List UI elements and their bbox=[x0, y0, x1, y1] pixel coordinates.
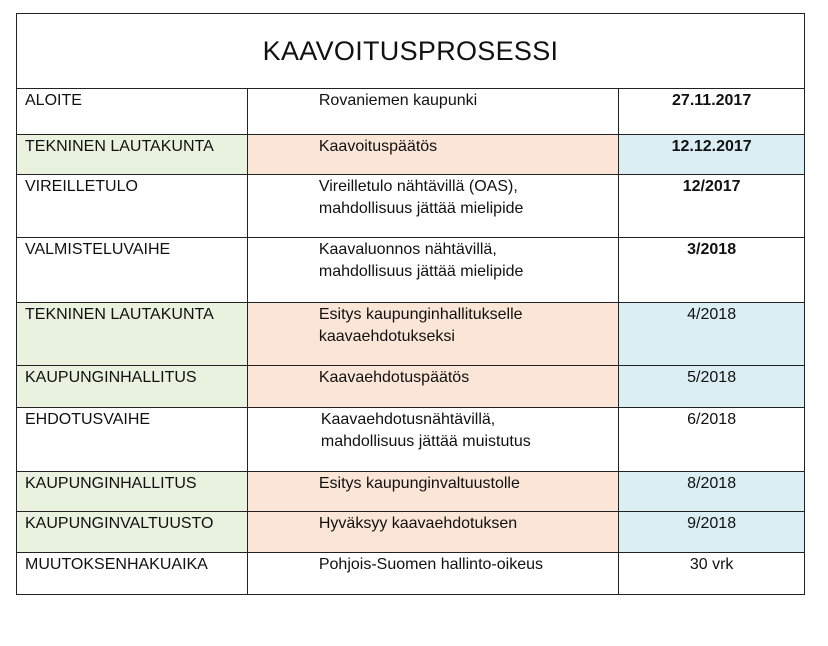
phase-cell: KAUPUNGINVALTUUSTO bbox=[17, 512, 248, 553]
action-line: Kaavaehdotusnähtävillä, bbox=[320, 411, 496, 428]
date-cell: 9/2018 bbox=[619, 512, 805, 553]
date-cell: 3/2018 bbox=[619, 238, 805, 303]
table-row bbox=[17, 408, 805, 472]
phase-cell: MUUTOKSENHAKUAIKA bbox=[17, 553, 248, 595]
date-cell: 30 vrk bbox=[619, 553, 805, 595]
table-row bbox=[17, 89, 805, 135]
phase-cell: VALMISTELUVAIHE bbox=[17, 238, 248, 303]
phase-cell: KAUPUNGINHALLITUS bbox=[17, 472, 248, 512]
process-table bbox=[16, 13, 805, 595]
action-cell bbox=[247, 553, 618, 595]
table-row bbox=[17, 366, 805, 408]
action-line: Pohjois-Suomen hallinto-oikeus bbox=[318, 556, 543, 573]
action-line: Esitys kaupunginhallitukselle bbox=[318, 306, 523, 323]
phase-cell: TEKNINEN LAUTAKUNTA bbox=[17, 135, 248, 175]
action-line: Kaavaehdotuspäätös bbox=[318, 369, 470, 386]
action-line: Kaavoituspäätös bbox=[318, 138, 438, 155]
table-title-text: KAAVOITUSPROSESSI bbox=[262, 36, 559, 66]
table-row bbox=[17, 303, 805, 366]
action-cell bbox=[247, 303, 618, 366]
action-cell bbox=[247, 472, 618, 512]
action-line: Rovaniemen kaupunki bbox=[318, 92, 478, 109]
action-line: Vireilletulo nähtävillä (OAS), bbox=[318, 178, 518, 195]
action-cell bbox=[247, 512, 618, 553]
action-cell bbox=[247, 89, 618, 135]
date-cell: 12/2017 bbox=[619, 175, 805, 238]
action-cell bbox=[247, 175, 618, 238]
date-cell: 12.12.2017 bbox=[619, 135, 805, 175]
action-line: Kaavaluonnos nähtävillä, bbox=[318, 241, 497, 258]
table-row bbox=[17, 175, 805, 238]
action-line: Esitys kaupunginvaltuustolle bbox=[318, 475, 520, 492]
table-title bbox=[17, 14, 805, 89]
table-row bbox=[17, 238, 805, 303]
date-cell: 8/2018 bbox=[619, 472, 805, 512]
phase-cell: VIREILLETULO bbox=[17, 175, 248, 238]
action-cell bbox=[247, 366, 618, 408]
action-line: kaavaehdotukseksi bbox=[318, 328, 455, 345]
table-row bbox=[17, 135, 805, 175]
action-cell bbox=[247, 135, 618, 175]
table-row bbox=[17, 553, 805, 595]
date-cell: 27.11.2017 bbox=[619, 89, 805, 135]
date-cell: 4/2018 bbox=[619, 303, 805, 366]
action-line: mahdollisuus jättää muistutus bbox=[320, 433, 531, 450]
action-line: Hyväksyy kaavaehdotuksen bbox=[318, 515, 518, 532]
date-cell: 6/2018 bbox=[619, 408, 805, 472]
action-line: mahdollisuus jättää mielipide bbox=[318, 263, 524, 280]
action-cell bbox=[247, 238, 618, 303]
table-row bbox=[17, 472, 805, 512]
action-cell bbox=[247, 408, 618, 472]
table-row bbox=[17, 512, 805, 553]
date-cell: 5/2018 bbox=[619, 366, 805, 408]
phase-cell: EHDOTUSVAIHE bbox=[17, 408, 248, 472]
action-line: mahdollisuus jättää mielipide bbox=[318, 200, 524, 217]
phase-cell: KAUPUNGINHALLITUS bbox=[17, 366, 248, 408]
phase-cell: ALOITE bbox=[17, 89, 248, 135]
phase-cell: TEKNINEN LAUTAKUNTA bbox=[17, 303, 248, 366]
title-row bbox=[17, 14, 805, 89]
